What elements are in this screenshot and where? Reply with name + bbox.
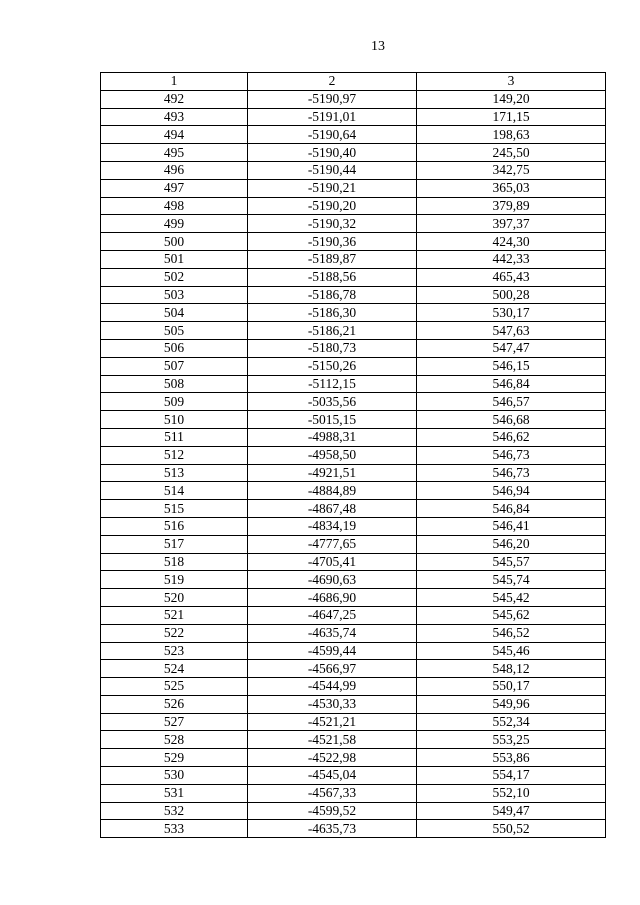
table-cell-col-1: 494 <box>101 126 248 144</box>
table-cell-col-3: 547,63 <box>417 322 606 340</box>
table-cell-col-2: -5191,01 <box>248 108 417 126</box>
table-cell-col-1: 515 <box>101 500 248 518</box>
table-cell-col-3: 397,37 <box>417 215 606 233</box>
table-cell-col-2: -5190,21 <box>248 179 417 197</box>
table-cell-col-2: -4522,98 <box>248 749 417 767</box>
table-cell-col-1: 500 <box>101 233 248 251</box>
table-row <box>101 197 606 215</box>
table-cell-col-2: -5190,64 <box>248 126 417 144</box>
table-cell-col-3: 546,73 <box>417 446 606 464</box>
table-row <box>101 606 606 624</box>
table-cell-col-1: 509 <box>101 393 248 411</box>
table-cell-col-3: 465,43 <box>417 268 606 286</box>
table-row <box>101 535 606 553</box>
table-cell-col-1: 492 <box>101 90 248 108</box>
table-cell-col-3: 545,74 <box>417 571 606 589</box>
table-row <box>101 660 606 678</box>
table-row <box>101 749 606 767</box>
table-cell-col-2: -4958,50 <box>248 446 417 464</box>
table-cell-col-3: 546,41 <box>417 517 606 535</box>
table-cell-col-1: 510 <box>101 411 248 429</box>
table-row <box>101 767 606 785</box>
table-row <box>101 90 606 108</box>
table-cell-col-3: 198,63 <box>417 126 606 144</box>
table-cell-col-1: 522 <box>101 624 248 642</box>
table-cell-col-1: 527 <box>101 713 248 731</box>
table-cell-col-3: 546,73 <box>417 464 606 482</box>
table-row <box>101 411 606 429</box>
table-cell-col-1: 533 <box>101 820 248 838</box>
table-cell-col-2: -4686,90 <box>248 589 417 607</box>
table-row <box>101 642 606 660</box>
table-row <box>101 108 606 126</box>
table-cell-col-2: -5190,97 <box>248 90 417 108</box>
table-cell-col-3: 552,34 <box>417 713 606 731</box>
table-cell-col-1: 517 <box>101 535 248 553</box>
table-row <box>101 179 606 197</box>
table-cell-col-1: 503 <box>101 286 248 304</box>
table-row <box>101 553 606 571</box>
table-cell-col-2: -4921,51 <box>248 464 417 482</box>
table-row <box>101 446 606 464</box>
coordinates-table <box>100 72 606 838</box>
table-cell-col-1: 513 <box>101 464 248 482</box>
table-cell-col-1: 528 <box>101 731 248 749</box>
table-cell-col-3: 342,75 <box>417 161 606 179</box>
table-cell-col-3: 546,62 <box>417 428 606 446</box>
table-cell-col-1: 505 <box>101 322 248 340</box>
table-cell-col-3: 550,17 <box>417 678 606 696</box>
table-cell-col-1: 497 <box>101 179 248 197</box>
table-cell-col-3: 245,50 <box>417 144 606 162</box>
table-cell-col-2: -4599,52 <box>248 802 417 820</box>
table-cell-col-3: 545,62 <box>417 606 606 624</box>
table-cell-col-3: 379,89 <box>417 197 606 215</box>
table-cell-col-2: -5180,73 <box>248 339 417 357</box>
table-cell-col-1: 498 <box>101 197 248 215</box>
table-cell-col-1: 511 <box>101 428 248 446</box>
table-row <box>101 820 606 838</box>
table-cell-col-1: 530 <box>101 767 248 785</box>
table-cell-col-3: 545,46 <box>417 642 606 660</box>
table-cell-col-3: 545,42 <box>417 589 606 607</box>
table-cell-col-1: 531 <box>101 784 248 802</box>
table-row <box>101 678 606 696</box>
table-cell-col-2: -4521,58 <box>248 731 417 749</box>
table-row <box>101 464 606 482</box>
table-cell-col-2: -4635,73 <box>248 820 417 838</box>
table-cell-col-3: 554,17 <box>417 767 606 785</box>
table-cell-col-3: 149,20 <box>417 90 606 108</box>
table-cell-col-1: 516 <box>101 517 248 535</box>
table-cell-col-3: 546,94 <box>417 482 606 500</box>
table-cell-col-3: 546,84 <box>417 375 606 393</box>
table-cell-col-3: 550,52 <box>417 820 606 838</box>
table-cell-col-2: -5190,20 <box>248 197 417 215</box>
table-cell-col-2: -5189,87 <box>248 250 417 268</box>
table-cell-col-2: -4705,41 <box>248 553 417 571</box>
table-cell-col-1: 512 <box>101 446 248 464</box>
table-cell-col-1: 526 <box>101 695 248 713</box>
table-row <box>101 428 606 446</box>
table-row <box>101 393 606 411</box>
table-row <box>101 286 606 304</box>
table-cell-col-3: 171,15 <box>417 108 606 126</box>
table-cell-col-1: 506 <box>101 339 248 357</box>
table-cell-col-2: -5186,78 <box>248 286 417 304</box>
table-row <box>101 215 606 233</box>
table-cell-col-3: 545,57 <box>417 553 606 571</box>
table-cell-col-2: -4988,31 <box>248 428 417 446</box>
page-number: 13 <box>371 39 385 54</box>
table-cell-col-3: 546,57 <box>417 393 606 411</box>
table-cell-col-3: 546,84 <box>417 500 606 518</box>
table-cell-col-3: 553,25 <box>417 731 606 749</box>
table-cell-col-3: 548,12 <box>417 660 606 678</box>
table-cell-col-2: -5190,44 <box>248 161 417 179</box>
table-cell-col-1: 521 <box>101 606 248 624</box>
table-cell-col-3: 547,47 <box>417 339 606 357</box>
table-row <box>101 731 606 749</box>
table-cell-col-2: -4521,21 <box>248 713 417 731</box>
table-cell-col-2: -4530,33 <box>248 695 417 713</box>
table-row <box>101 571 606 589</box>
table-cell-col-3: 424,30 <box>417 233 606 251</box>
table-header-row <box>101 73 606 91</box>
column-header-1: 1 <box>101 73 248 91</box>
table-cell-col-1: 514 <box>101 482 248 500</box>
table-cell-col-1: 504 <box>101 304 248 322</box>
table-cell-col-3: 552,10 <box>417 784 606 802</box>
table-body <box>101 90 606 837</box>
table-row <box>101 250 606 268</box>
table-cell-col-2: -5190,32 <box>248 215 417 233</box>
table-cell-col-1: 501 <box>101 250 248 268</box>
table-cell-col-1: 525 <box>101 678 248 696</box>
table-cell-col-2: -5186,30 <box>248 304 417 322</box>
table-cell-col-1: 507 <box>101 357 248 375</box>
table-cell-col-1: 519 <box>101 571 248 589</box>
table-row <box>101 144 606 162</box>
table-cell-col-2: -4544,99 <box>248 678 417 696</box>
table-row <box>101 375 606 393</box>
table-row <box>101 322 606 340</box>
table-cell-col-2: -4599,44 <box>248 642 417 660</box>
table-cell-col-1: 495 <box>101 144 248 162</box>
table-cell-col-2: -4884,89 <box>248 482 417 500</box>
table-cell-col-2: -5190,36 <box>248 233 417 251</box>
table-row <box>101 126 606 144</box>
table-cell-col-2: -5015,15 <box>248 411 417 429</box>
table-row <box>101 517 606 535</box>
table-row <box>101 802 606 820</box>
table-cell-col-3: 549,47 <box>417 802 606 820</box>
column-header-3: 3 <box>417 73 606 91</box>
table-cell-col-3: 546,68 <box>417 411 606 429</box>
table-cell-col-2: -4647,25 <box>248 606 417 624</box>
table-cell-col-2: -4635,74 <box>248 624 417 642</box>
table-row <box>101 161 606 179</box>
table-cell-col-2: -5186,21 <box>248 322 417 340</box>
table-row <box>101 482 606 500</box>
table-cell-col-2: -4867,48 <box>248 500 417 518</box>
table-cell-col-1: 502 <box>101 268 248 286</box>
table-cell-col-1: 493 <box>101 108 248 126</box>
table-cell-col-3: 365,03 <box>417 179 606 197</box>
table-cell-col-3: 553,86 <box>417 749 606 767</box>
column-header-2: 2 <box>248 73 417 91</box>
table-row <box>101 233 606 251</box>
table-cell-col-3: 442,33 <box>417 250 606 268</box>
table-cell-col-2: -4567,33 <box>248 784 417 802</box>
table-row <box>101 589 606 607</box>
table-cell-col-2: -5035,56 <box>248 393 417 411</box>
table-cell-col-2: -4690,63 <box>248 571 417 589</box>
table-cell-col-3: 546,15 <box>417 357 606 375</box>
table-cell-col-1: 524 <box>101 660 248 678</box>
table-row <box>101 695 606 713</box>
table-cell-col-1: 518 <box>101 553 248 571</box>
table-cell-col-1: 520 <box>101 589 248 607</box>
table-cell-col-1: 523 <box>101 642 248 660</box>
table-row <box>101 268 606 286</box>
table-cell-col-3: 549,96 <box>417 695 606 713</box>
table-cell-col-2: -5112,15 <box>248 375 417 393</box>
table-cell-col-1: 529 <box>101 749 248 767</box>
table-cell-col-1: 499 <box>101 215 248 233</box>
table-cell-col-3: 546,20 <box>417 535 606 553</box>
table-cell-col-3: 530,17 <box>417 304 606 322</box>
table-cell-col-2: -5190,40 <box>248 144 417 162</box>
table-cell-col-1: 496 <box>101 161 248 179</box>
table-cell-col-2: -4545,04 <box>248 767 417 785</box>
table-cell-col-2: -5188,56 <box>248 268 417 286</box>
table-cell-col-2: -4566,97 <box>248 660 417 678</box>
table-cell-col-3: 546,52 <box>417 624 606 642</box>
table-row <box>101 624 606 642</box>
table-cell-col-1: 532 <box>101 802 248 820</box>
table-row <box>101 784 606 802</box>
table-cell-col-2: -4834,19 <box>248 517 417 535</box>
table-row <box>101 357 606 375</box>
table-row <box>101 304 606 322</box>
table-cell-col-3: 500,28 <box>417 286 606 304</box>
table-row <box>101 713 606 731</box>
table-cell-col-2: -4777,65 <box>248 535 417 553</box>
table-row <box>101 339 606 357</box>
table-cell-col-1: 508 <box>101 375 248 393</box>
table-row <box>101 500 606 518</box>
table-cell-col-2: -5150,26 <box>248 357 417 375</box>
